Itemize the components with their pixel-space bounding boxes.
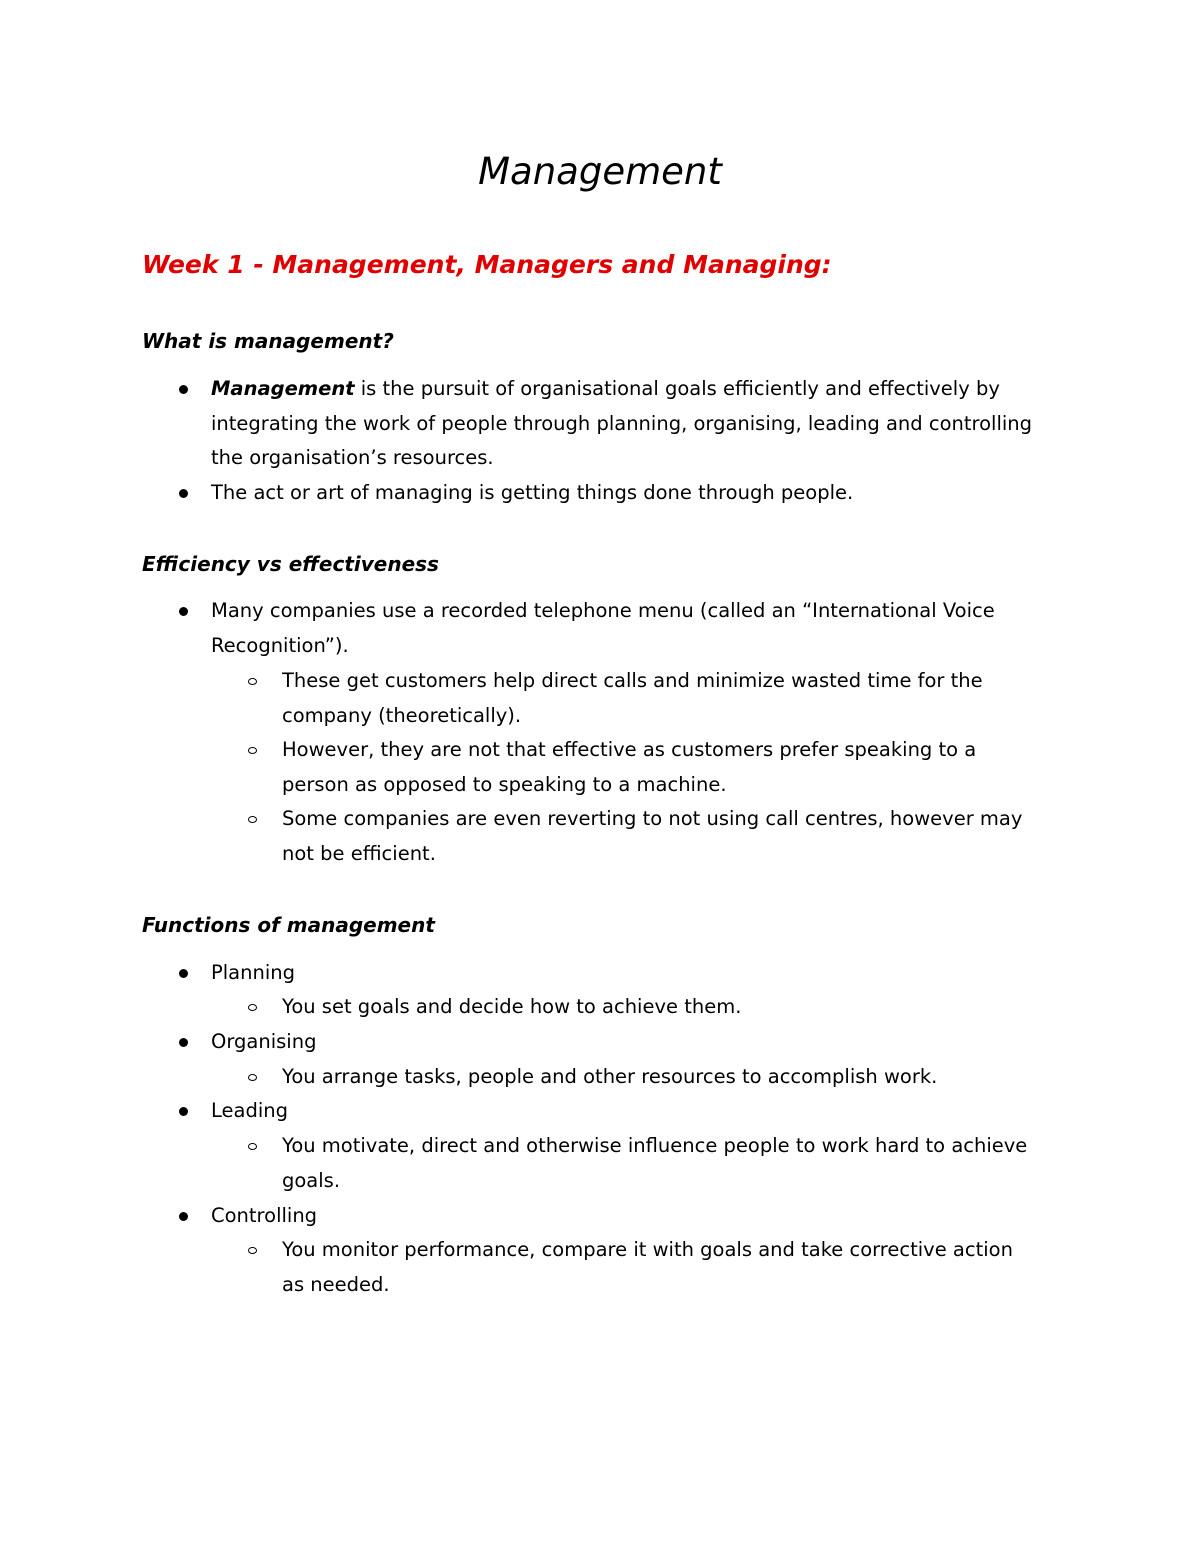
sub-bullet-icon: [248, 1247, 257, 1254]
bullet-icon: [179, 1212, 188, 1221]
list-item-line: The act or art of managing is getting things done through people.: [211, 481, 854, 504]
page-title: Management: [478, 150, 722, 193]
bullet-icon: [179, 969, 188, 978]
sub-bullet-icon: [248, 816, 257, 823]
list-item-line: Planning: [211, 961, 295, 984]
bullet-icon: [179, 489, 188, 498]
sub-list-item-line: You motivate, direct and otherwise influence people to work hard to achieve: [282, 1134, 1028, 1157]
sub-list-item-line: These get customers help direct calls and minimize wasted time for the: [282, 669, 983, 692]
bullet-icon: [179, 1038, 188, 1047]
sub-list-item-line: You set goals and decide how to achieve them.: [282, 995, 742, 1018]
list-item-line: Many companies use a recorded telephone menu (called an “International Voice: [211, 599, 995, 622]
sub-list-item-line: not be efficient.: [282, 842, 436, 865]
list-item-line: integrating the work of people through planning, organising, leading and controlling: [211, 412, 1033, 435]
sub-bullet-icon: [248, 678, 257, 685]
list-item-text: is the pursuit of organisational goals efficiently and effectively by: [354, 377, 1000, 400]
list-item-line: Leading: [211, 1099, 289, 1122]
list-item-line: Organising: [211, 1030, 317, 1053]
sub-bullet-icon: [248, 1074, 257, 1081]
sub-list-item-line: company (theoretically).: [282, 704, 522, 727]
bullet-icon: [179, 385, 188, 394]
bullet-icon: [179, 607, 188, 616]
sub-list-item-line: However, they are not that effective as customers prefer speaking to a: [282, 738, 977, 761]
bullet-icon: [179, 1107, 188, 1116]
sub-list-item-line: person as opposed to speaking to a machine.: [282, 773, 727, 796]
list-item-line: [211, 374, 1000, 404]
sub-list-item-line: as needed.: [282, 1273, 390, 1296]
section-heading-what-is-management: What is management?: [142, 329, 394, 353]
list-item-line: Controlling: [211, 1204, 318, 1227]
section-heading-functions-of-management: Functions of management: [142, 913, 435, 937]
sub-list-item-line: You monitor performance, compare it with goals and take corrective action: [282, 1238, 1013, 1261]
list-item-line: the organisation’s resources.: [211, 446, 494, 469]
bold-term: Management: [211, 377, 355, 400]
sub-list-item-line: goals.: [282, 1169, 341, 1192]
sub-bullet-icon: [248, 747, 257, 754]
section-heading-efficiency-vs-effectiveness: Efficiency vs effectiveness: [142, 552, 439, 576]
sub-list-item-line: You arrange tasks, people and other resources to accomplish work.: [282, 1065, 938, 1088]
sub-bullet-icon: [248, 1004, 257, 1011]
sub-list-item-line: Some companies are even reverting to not using call centres, however may: [282, 807, 1023, 830]
list-item-line: Recognition”).: [211, 634, 349, 657]
sub-bullet-icon: [248, 1143, 257, 1150]
week-heading: Week 1 - Management, Managers and Managing:: [142, 250, 832, 279]
